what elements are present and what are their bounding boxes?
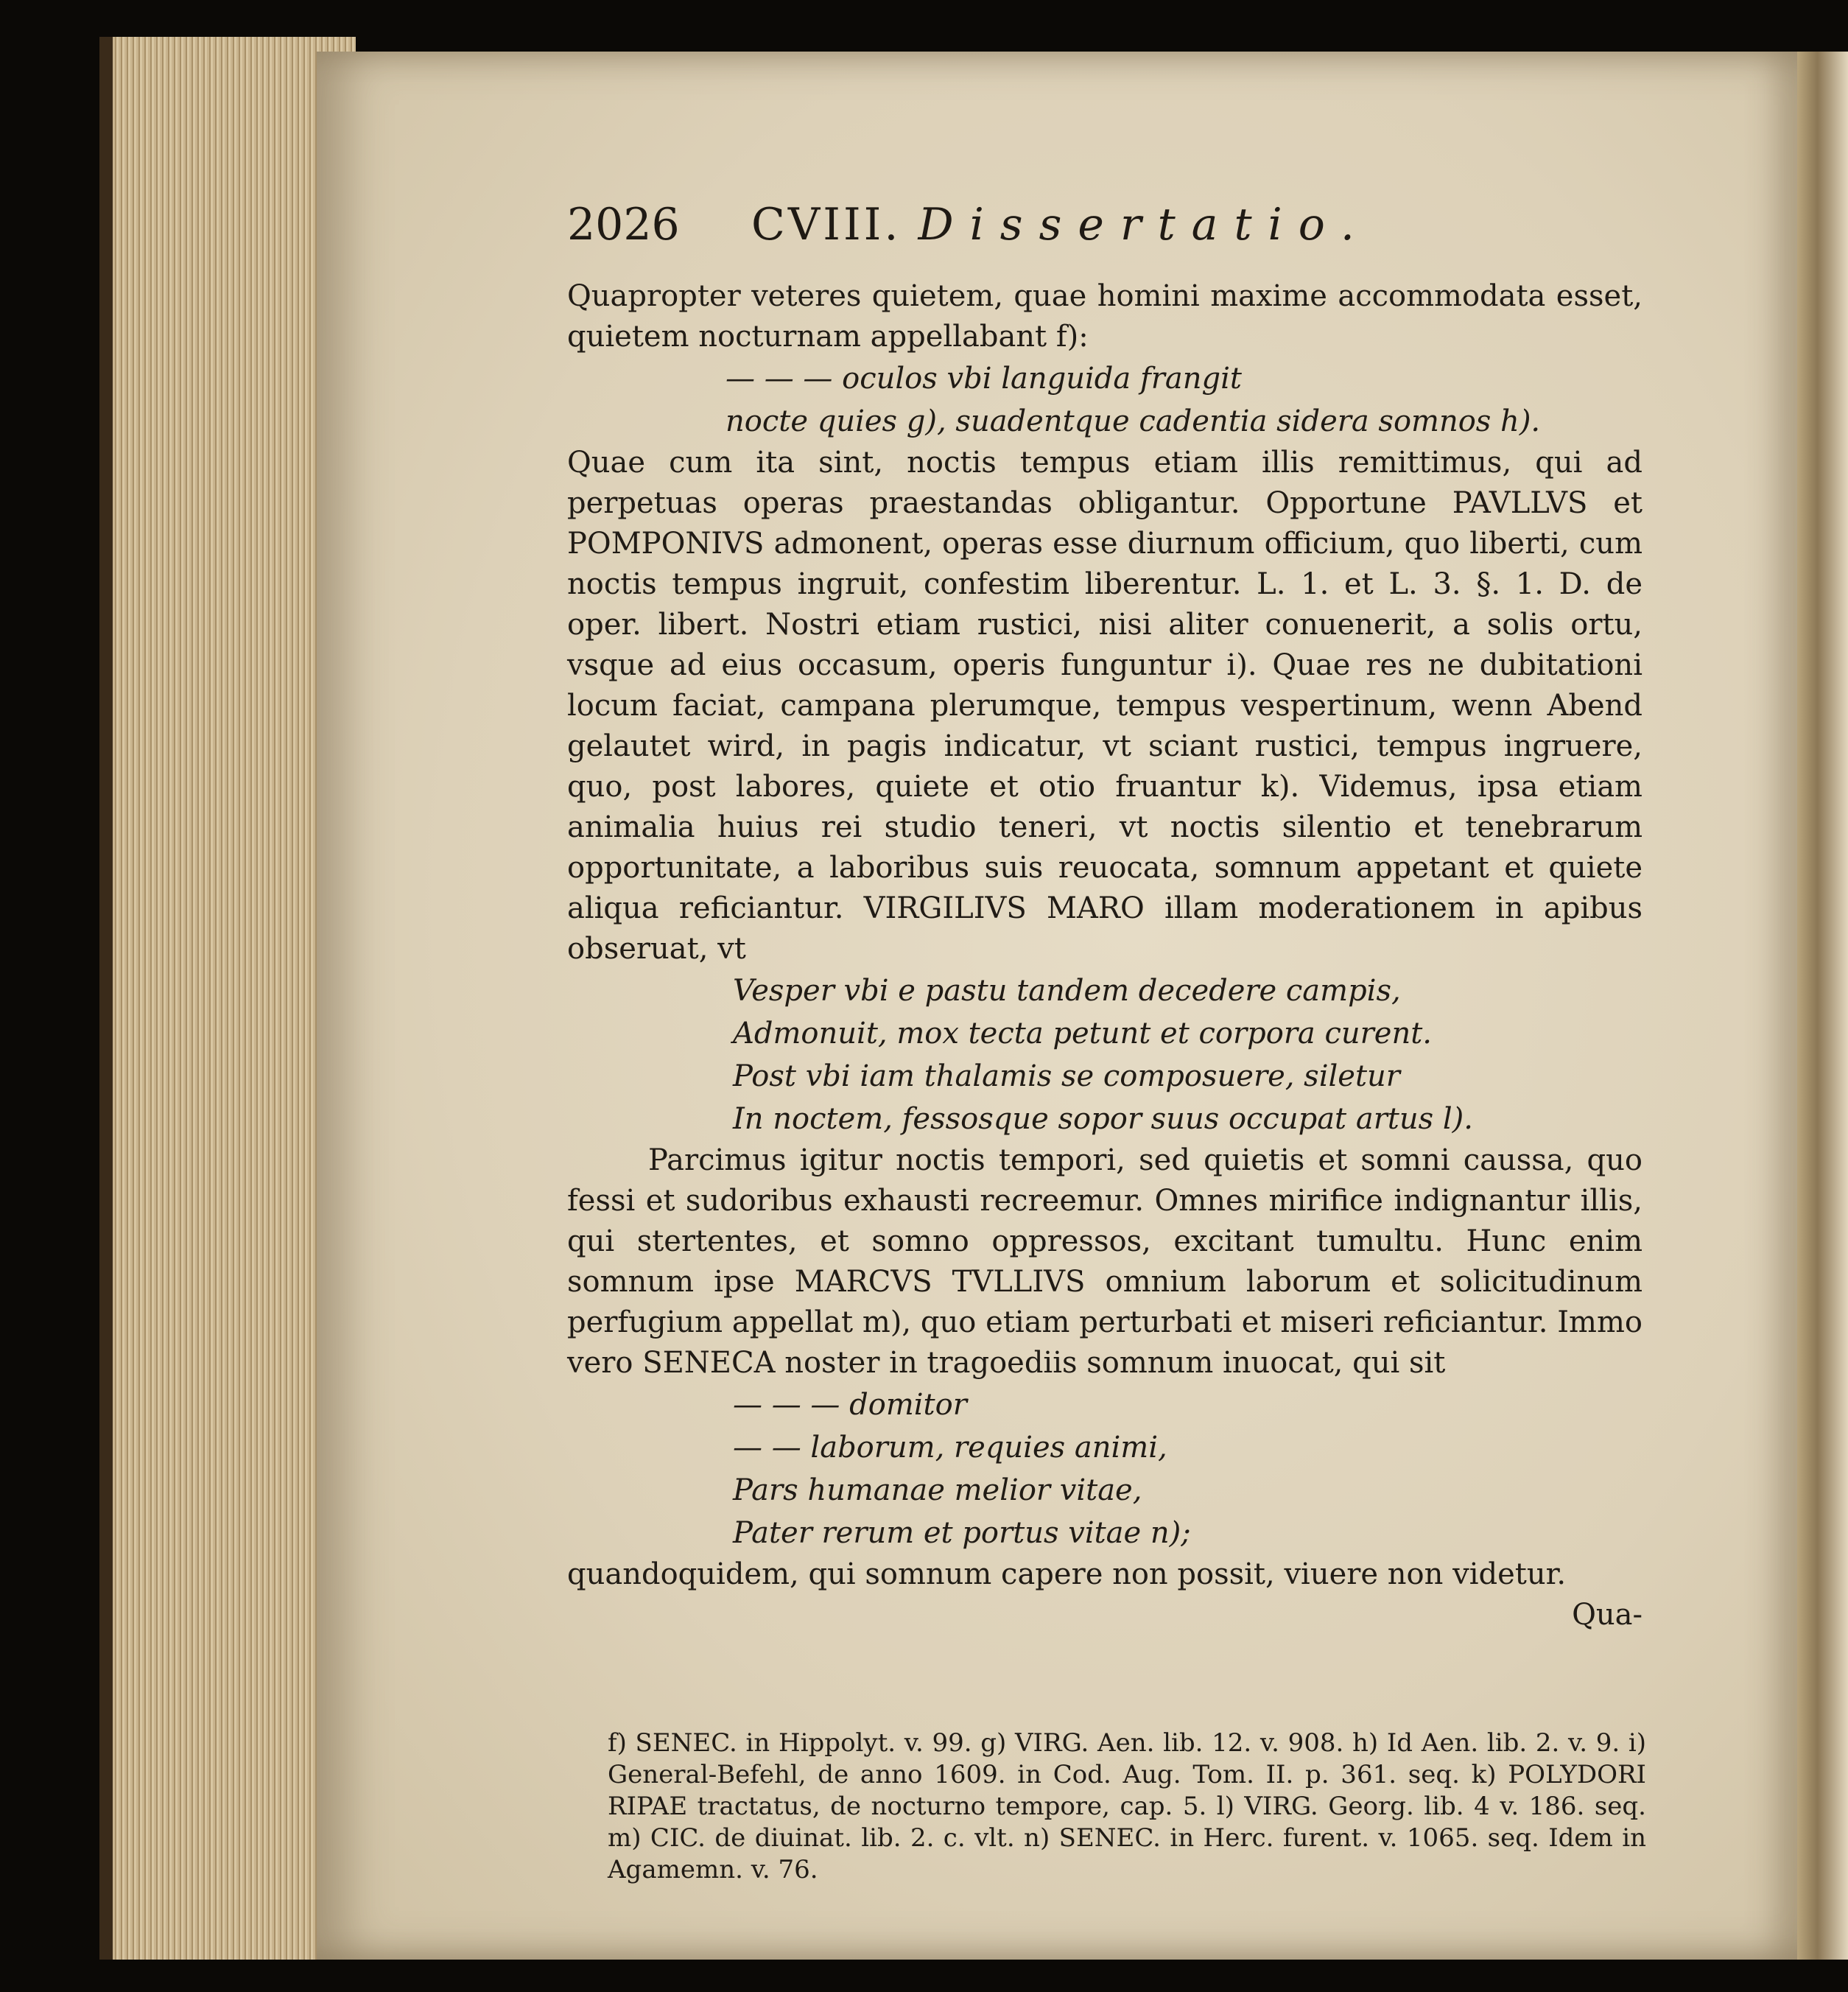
paragraph-2: Quae cum ita sint, noctis tempus etiam illis remittimus, qui ad perpetuas operas praestandas obligantur. Opportune PAVLLVS et POMPONIVS admonent, operas esse diurnum officium, quo liberti, cum noctis tempus ingruit, confestim liberentur. L. 1. et L. 3. §. 1. D. de oper. libert. Nostri etiam rustici, nisi aliter conuenerit, a solis ortu, vsque ad eius occasum, operis funguntur i). Quae res ne dubitationi locum faciat, campana plerumque, tempus vespertinum, wenn Abend gelautet wird, in pagis indicatur, vt sciant rustici, tempus ingruere, quo, post labores, quiete et otio fruantur k). Videmus, ipsa etiam animalia huius rei studio teneri, vt noctis silentio et tenebrarum opportunitate, a laboribus suis reuocata, somnum appetant et quiete aliqua reficiantur. VIRGILIVS MARO illam moderationem in apibus obseruat, vt — [567, 446, 1643, 966]
running-header — [567, 199, 1672, 258]
page-number: 2026 — [567, 199, 680, 250]
verse-quote-1 — [567, 357, 1643, 443]
verse-line: Pars humanae melior vitae, — [733, 1473, 1142, 1507]
verse-line: Vesper vbi e pastu tandem decedere campis, — [733, 974, 1401, 1008]
verse-line: nocte quies g), suadentque cadentia sidera somnos h). — [726, 404, 1541, 438]
paragraph-1: Quapropter veteres quietem, quae homini maxime accommodata esset, quietem nocturnam appellabant f): — [567, 279, 1643, 354]
verse-line: — — — domitor — [733, 1388, 967, 1422]
running-title-word: Dissertatio. — [918, 199, 1371, 250]
paragraph-3: Parcimus igitur noctis tempori, sed quietis et somni caussa, quo fessi et sudoribus exhausti recreemur. Omnes mirifice indignantur illis, qui stertentes, et somno oppressos, excitant tumultu. Hunc enim somnum ipse MARCVS TVLLIVS omnium laborum et solicitudinum perfugium appellat m), quo etiam perturbati et miseri reficiantur. Immo vero SENECA noster in tragoediis somnum inuocat, qui sit — [567, 1143, 1643, 1380]
paragraph-4: quandoquidem, qui somnum capere non possit, viuere non videtur. — [567, 1557, 1567, 1591]
verse-line: — — — oculos vbi languida frangit — [726, 362, 1242, 396]
main-text — [567, 276, 1643, 1635]
verse-quote-2 — [567, 969, 1643, 1140]
running-title-prefix: CVIII. — [751, 199, 902, 250]
verse-quote-3 — [567, 1383, 1643, 1554]
verse-line: — — laborum, requies animi, — [733, 1431, 1167, 1465]
footnotes: f) SENEC. in Hippolyt. v. 99. g) VIRG. Aen. lib. 12. v. 908. h) Id Aen. lib. 2. v. 9. i) General-Befehl, de anno 1609. in Cod. Aug. Tom. II. p. 361. seq. k) POLYDORI RIPAE tractatus, de nocturno tempore, cap. 5. l) VIRG. Georg. lib. 4 v. 186. seq. m) CIC. de diuinat. lib. 2. c. vlt. n) SENEC. in Herc. furent. v. 1065. seq. Idem in Agamemn. v. 76. — [608, 1728, 1646, 1884]
verse-line: Admonuit, mox tecta petunt et corpora curent. — [733, 1017, 1433, 1051]
catchword: Qua- — [1572, 1598, 1643, 1632]
verse-line: Post vbi iam thalamis se composuere, siletur — [733, 1059, 1400, 1093]
facing-page-gutter — [1797, 52, 1848, 1960]
running-title — [751, 199, 1371, 250]
verse-line: Pater rerum et portus vitae n); — [733, 1516, 1191, 1550]
verse-line: In noctem, fessosque sopor suus occupat artus l). — [733, 1102, 1473, 1136]
